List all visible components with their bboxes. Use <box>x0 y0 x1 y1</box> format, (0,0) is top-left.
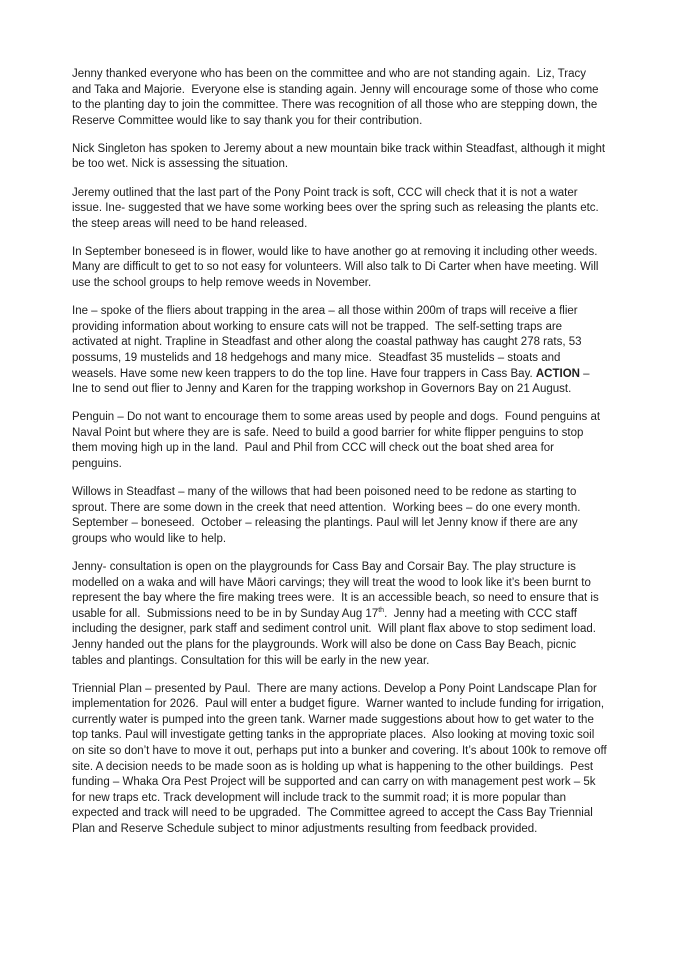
paragraph-mountain-bike-track <box>72 142 607 173</box>
text-run: In September boneseed is in flower, would like to have another go at removing it including other weeds. Many are difficult to get to so not easy for volunteers. Will also talk to Di Carter when have meeting. Will use the school groups to help remove weeds in November. <box>72 245 602 290</box>
paragraph-playgrounds-consultation <box>72 560 607 669</box>
document-body <box>72 67 610 838</box>
paragraph-willows-working-bees <box>72 485 607 547</box>
text-run: Jenny- consultation is open on the playgrounds for Cass Bay and Corsair Bay. The play structure is modelled on a waka and will have Māori carvings; they will treat the wood to look like it’s been burnt to represent the bay where the fire making trees were. It is an accessible beach, so need to ensure that is usable for all. Submissions need to be in by Sunday Aug 17 <box>72 560 602 620</box>
paragraph-boneseed-weeds <box>72 245 607 292</box>
ordinal-superscript: th <box>378 606 385 614</box>
text-run: Ine – spoke of the fliers about trapping in the area – all those within 200m of traps will receive a flier providing information about working to ensure cats will not be trapped. The self-setting traps are activated at night. Trapline in Steadfast and other along the coastal pathway has caught 278 rats, 53 possums, 19 mustelids and 18 hedgehogs and many mice. Steadfast 35 mustelids – stoats and weasels. Have some new keen trappers to do the top line. Have four trappers in Cass Bay. <box>72 305 585 380</box>
paragraph-trapping <box>72 304 607 398</box>
paragraph-pony-point-track <box>72 186 607 233</box>
text-run: Jeremy outlined that the last part of the Pony Point track is soft, CCC will check that it is not a water issue. Ine- suggested that we have some working bees over the spring such as releasing the plants etc. the steep areas will need to be hand released. <box>72 186 602 230</box>
text-run: Penguin – Do not want to encourage them to some areas used by people and dogs. Found penguins at Naval Point but where they are is safe. Need to build a good barrier for white flipper penguins to stop them moving high up in the land. Paul and Phil from CCC will check out the boat shed area for penguins. <box>72 411 604 470</box>
text-run: Triennial Plan – presented by Paul. There are many actions. Develop a Pony Point Landscape Plan for implementation for 2026. Paul will enter a budget figure. Warner wanted to include funding for irrigation, currently water is pumped into the green tank. Warner made suggestions about how to get water to the top tanks. Paul will investigate getting tanks in the appropriate places. Also looking at moving toxic soil on site so don’t have to move it out, perhaps put into a bunker and covering. It’s about 100k to remove off site. A decision needs to be made soon as is holding up what is happening to the other buildings. Pest funding – Whaka Ora Pest Project will be supported and can carry on with management pest work – 5k for new traps etc. Track development will include track to the summit road; it is more popular than expected and track will need to be upgraded. The Committee agreed to accept the Cass Bay Triennial Plan and Reserve Schedule subject to minor adjustments resulting from feedback provided. <box>72 682 610 835</box>
text-run: Nick Singleton has spoken to Jeremy about a new mountain bike track within Steadfast, although it might be too wet. Nick is assessing the situation. <box>72 142 609 171</box>
paragraph-penguins <box>72 410 607 472</box>
paragraph-committee-thanks <box>72 67 607 129</box>
text-run: . Jenny had a meeting with CCC staff including the designer, park staff and sediment control unit. Will plant flax above to stop sediment load. Jenny handed out the plans for the playgrounds. Work will also be done on Cass Bay Beach, picnic tables and plantings. Consultation for this will be early in the new year. <box>72 607 603 667</box>
text-run: – Ine to send out flier to Jenny and Karen for the trapping workshop in Governors Bay on 21 August. <box>72 367 593 396</box>
action-label: ACTION <box>535 367 580 380</box>
text-run: Jenny thanked everyone who has been on the committee and who are not standing again. Liz, Tracy and Taka and Majorie. Everyone else is standing again. Jenny will encourage some of those who come to the planting day to join the committee. There was recognition of all those who are stepping down, the Reserve Committee would like to say thank you for their contribution. <box>72 68 602 127</box>
paragraph-triennial-plan <box>72 682 610 838</box>
text-run: Willows in Steadfast – many of the willows that had been poisoned need to be redone as starting to sprout. There are some down in the creek that need attention. Working bees – do one every month. September – boneseed. October – releasing the plantings. Paul will let Jenny know if there are any groups who would like to help. <box>72 486 584 545</box>
